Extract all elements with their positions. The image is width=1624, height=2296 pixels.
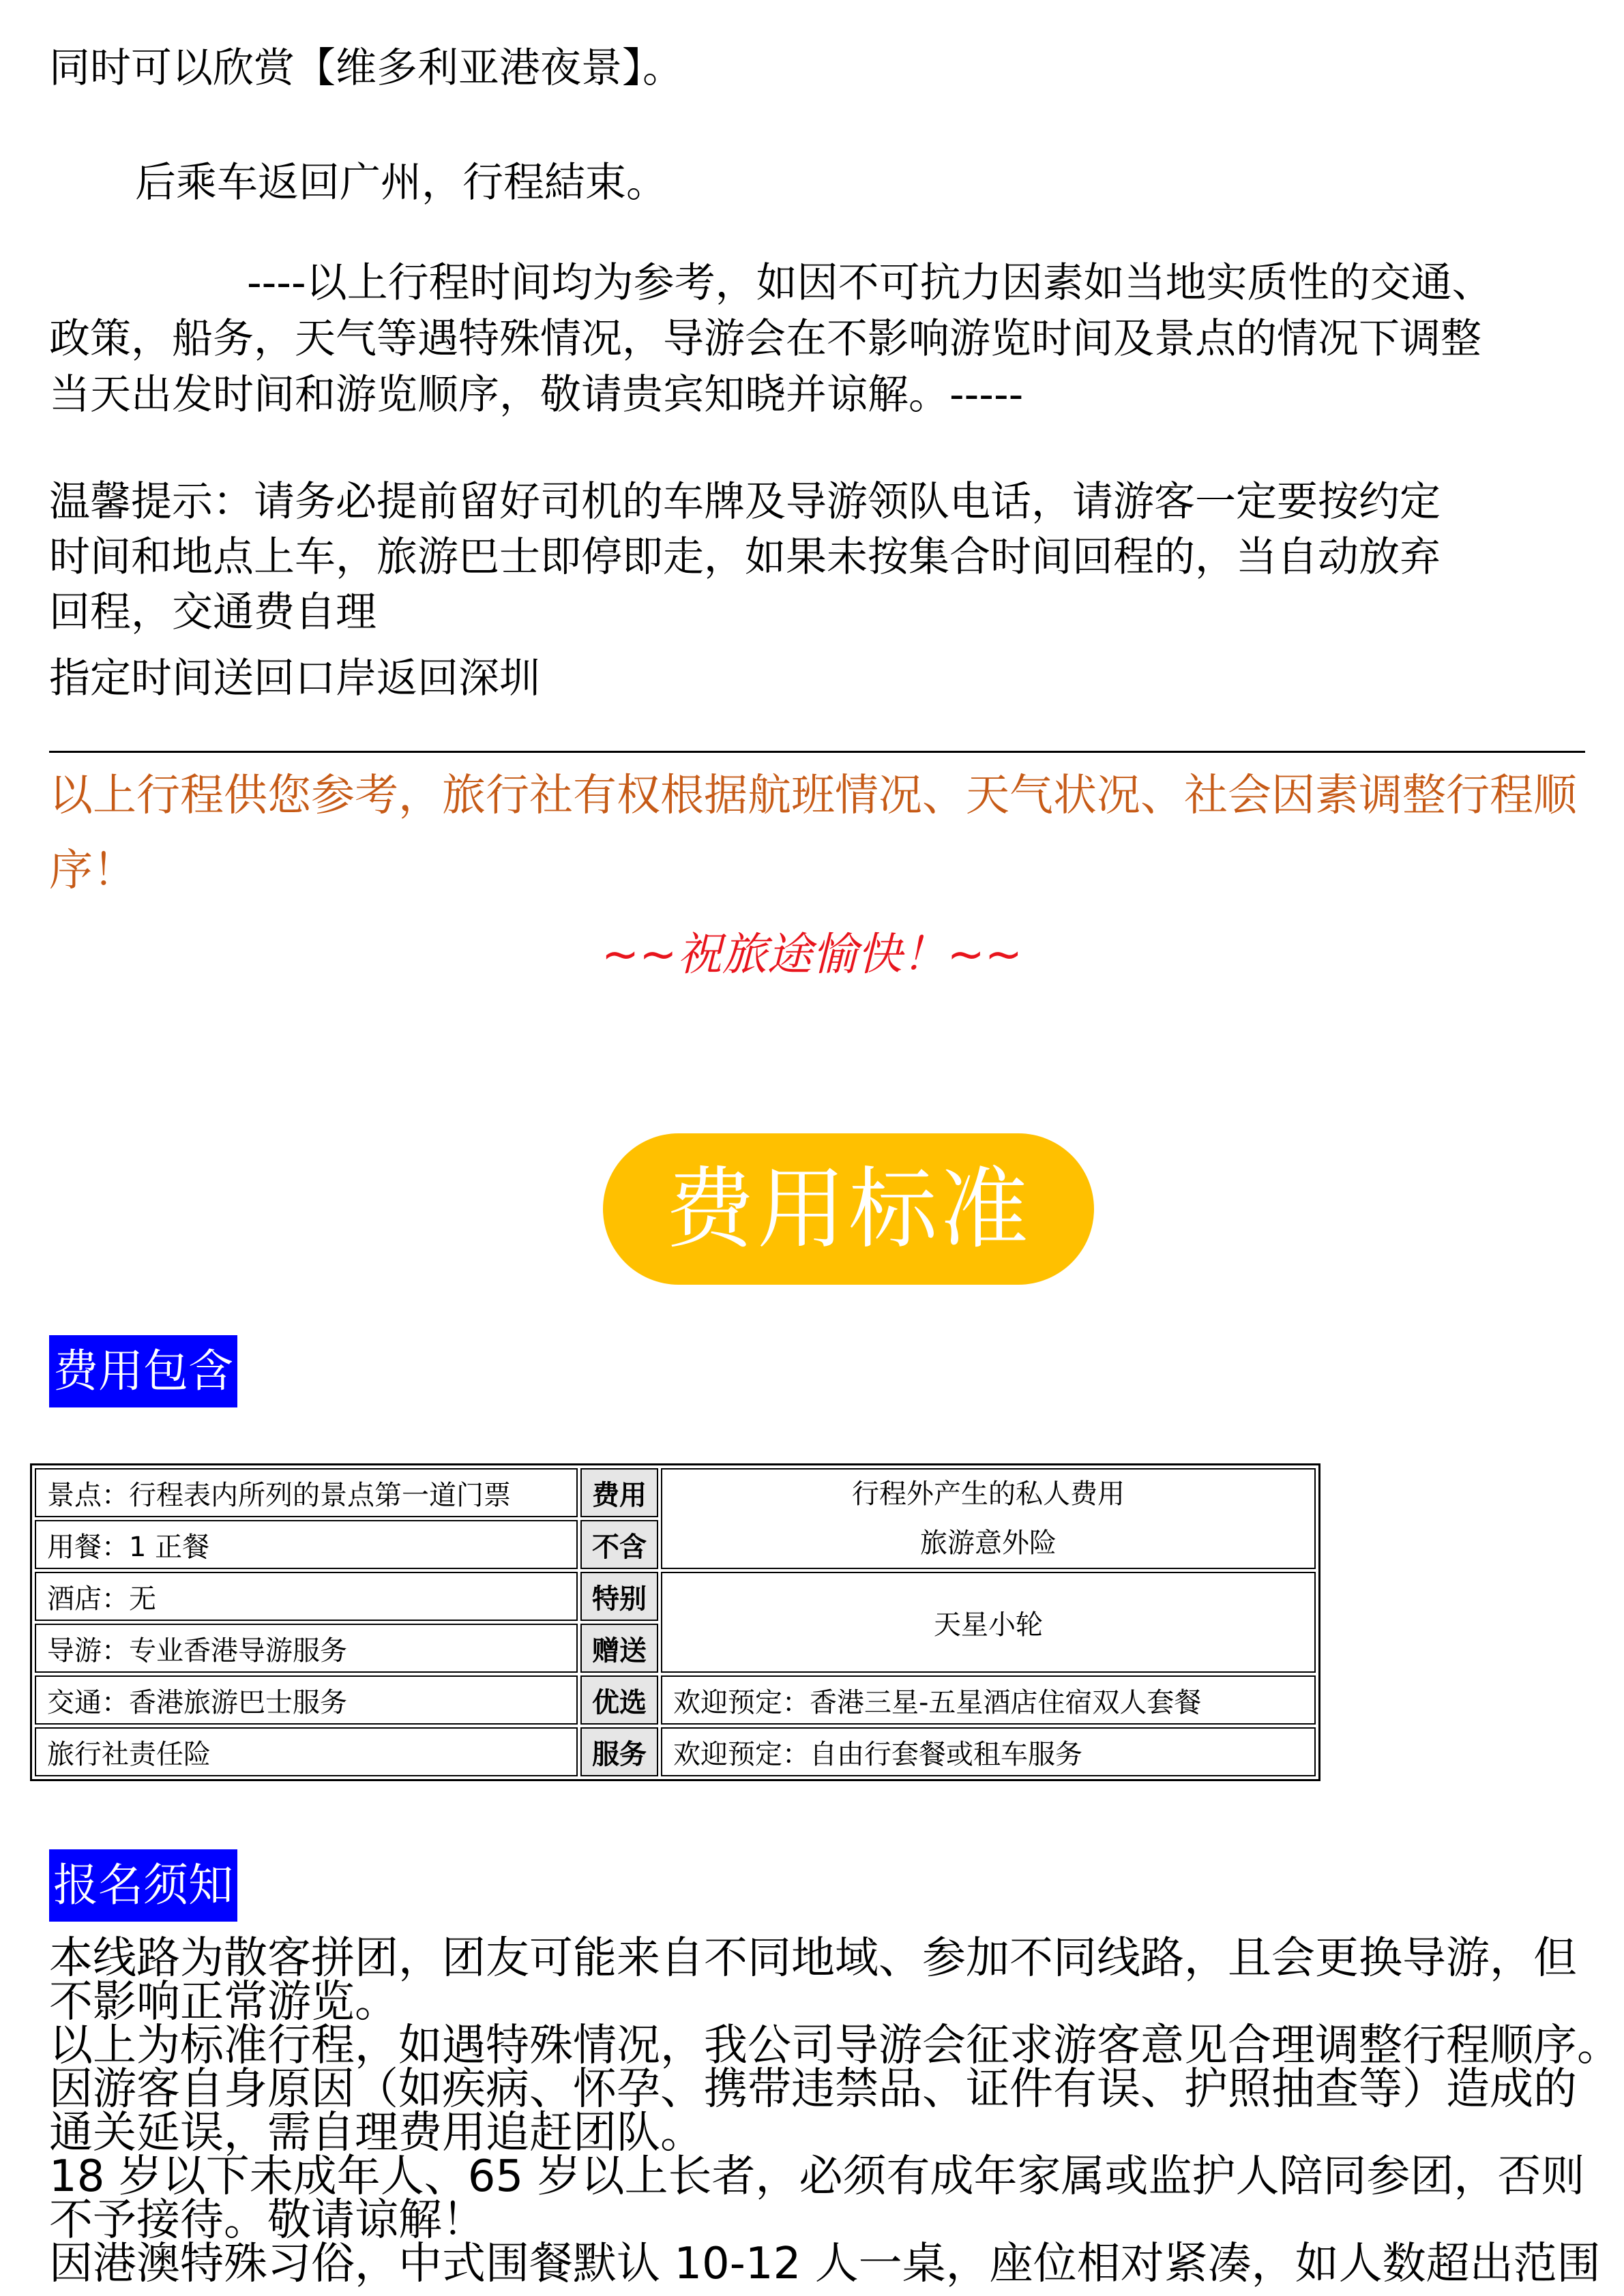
tips-line-2: 时间和地点上车，旅游巴士即停即走，如果未按集合时间回程的，当自动放弃 (49, 533, 1441, 581)
excluded-item: 行程外产生的私人费用 (852, 1478, 1125, 1510)
note-line: 因港澳特殊习俗，中式围餐默认 10-12 人一桌，座位相对紧凑，如人数超出范围 (49, 2239, 1601, 2289)
gift-cell: 天星小轮 (661, 1572, 1316, 1673)
signup-notes (49, 1933, 1621, 2289)
fee-mid-cell: 特别 (580, 1572, 658, 1621)
note-line: 不予接待。敬请谅解！ (49, 2195, 486, 2246)
fee-left-cell: 交通：香港旅游巴士服务 (35, 1675, 578, 1725)
option-cell: 欢迎预定：香港三星-五星酒店住宿双人套餐 (661, 1675, 1316, 1725)
excluded-cell (661, 1468, 1316, 1569)
note-line: 18 岁以下未成年人、65 岁以上长者，必须有成年家属或监护人陪同参团，否则 (49, 2151, 1585, 2202)
fee-title-pill: 费用标准 (603, 1133, 1094, 1285)
fee-mid-cell: 费用 (580, 1468, 658, 1517)
fee-mid-cell: 优选 (580, 1675, 658, 1725)
disclaimer-line-1: ----以上行程时间均为参考，如因不可抗力因素如当地实质性的交通、 (247, 259, 1493, 307)
notice-line-2: 序！ (49, 846, 136, 896)
note-line: 因游客自身原因（如疾病、怀孕、携带违禁品、证件有误、护照抽查等）造成的 (49, 2064, 1577, 2115)
divider (49, 751, 1585, 753)
fee-left-cell: 酒店：无 (35, 1572, 578, 1621)
table-row (35, 1572, 1316, 1621)
fee-left-cell: 用餐：1 正餐 (35, 1520, 578, 1569)
wish-text: ~~祝旅途愉快！~~ (601, 928, 1023, 981)
fee-mid-cell: 不含 (580, 1520, 658, 1569)
tips-line-1: 温馨提示：请务必提前留好司机的车牌及导游领队电话，请游客一定要按约定 (49, 478, 1441, 526)
fee-left-cell: 景点：行程表内所列的景点第一道门票 (35, 1468, 578, 1517)
note-line: 不影响正常游览。 (49, 1977, 398, 2027)
fee-included-label: 费用包含 (49, 1335, 237, 1407)
note-line: 通关延误，需自理费用追赶团队。 (49, 2108, 704, 2158)
table-row (35, 1675, 1316, 1725)
note-line: 本线路为散客拼团，团友可能来自不同地域、参加不同线路，且会更换导游，但 (49, 1933, 1577, 1984)
intro-line-1: 同时可以欣赏【维多利亚港夜景】。 (49, 44, 683, 92)
option-cell: 欢迎预定：自由行套餐或租车服务 (661, 1727, 1316, 1776)
disclaimer-line-3: 当天出发时间和游览顺序，敬请贵宾知晓并谅解。----- (49, 371, 1024, 419)
disclaimer-line-2: 政策，船务，天气等遇特殊情况，导游会在不影响游览时间及景点的情况下调整 (49, 315, 1481, 363)
fee-mid-cell: 服务 (580, 1727, 658, 1776)
table-row (35, 1468, 1316, 1517)
intro-line-2: 后乘车返回广州，行程結束。 (135, 159, 667, 207)
note-line: 以上为标准行程，如遇特殊情况，我公司导游会征求游客意见合理调整行程顺序。 (49, 2021, 1621, 2071)
fee-table (30, 1463, 1320, 1781)
fee-mid-cell: 赠送 (580, 1624, 658, 1673)
signup-label: 报名须知 (49, 1849, 237, 1922)
fee-left-cell: 导游：专业香港导游服务 (35, 1624, 578, 1673)
excluded-item: 旅游意外险 (920, 1527, 1057, 1559)
notice-line-1: 以上行程供您参考，旅行社有权根据航班情况、天气状况、社会因素调整行程顺 (49, 771, 1577, 821)
table-row (35, 1727, 1316, 1776)
fee-left-cell: 旅行社责任险 (35, 1727, 578, 1776)
tips-line-3: 回程，交通费自理 (49, 588, 377, 636)
tips-line-4: 指定时间送回口岸返回深圳 (49, 655, 540, 702)
